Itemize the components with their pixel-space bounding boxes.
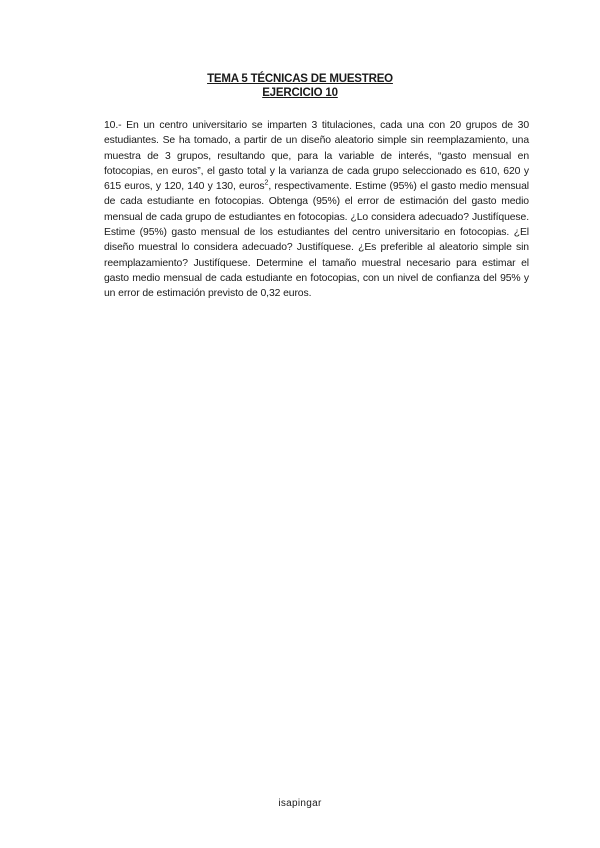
exercise-title: EJERCICIO 10 [262,87,338,99]
footer-author: isapingar [278,798,322,809]
topic-title: TEMA 5 TÉCNICAS DE MUESTREO [207,73,393,85]
exercise-statement [104,118,529,302]
statement-text-part1: 10.- En un centro universitario se imparten 3 titulaciones, cada una con 20 grupos de 30 estudiantes. Se ha tomado, a partir de un diseño aleatorio simple sin reemplazamiento, una muestra de 3 grupos, resultando que, para la variable de interés, “gasto mensual en fotocopias, en euros”, el gasto total y la varianza de cada grupo seleccionado es 610, 620 y 615 euros, y 120, 140 y 130, euros [104,120,529,193]
statement-text-part2: , respectivamente. Estime (95%) el gasto medio mensual de cada estudiante en fotocopias. Obtenga (95%) el error de estimación del gasto medio mensual de cada grupo de estudiantes en fotocopias. ¿Lo considera adecuado? Justifíquese. Estime (95%) gasto mensual de los estudiantes del centro universitario en fotocopias. ¿El diseño muestral lo considera adecuado? Justifíquese. ¿Es preferible al aleatorio simple sin reemplazamiento? Justifíquese. Determine el tamaño muestral necesario para estimar el gasto medio mensual de cada estudiante en fotocopias, con un nivel de confianza del 95% y un error de estimación previsto de 0,32 euros. [104,181,529,300]
title-block [0,72,600,100]
squared-superscript: 2 [264,179,269,187]
